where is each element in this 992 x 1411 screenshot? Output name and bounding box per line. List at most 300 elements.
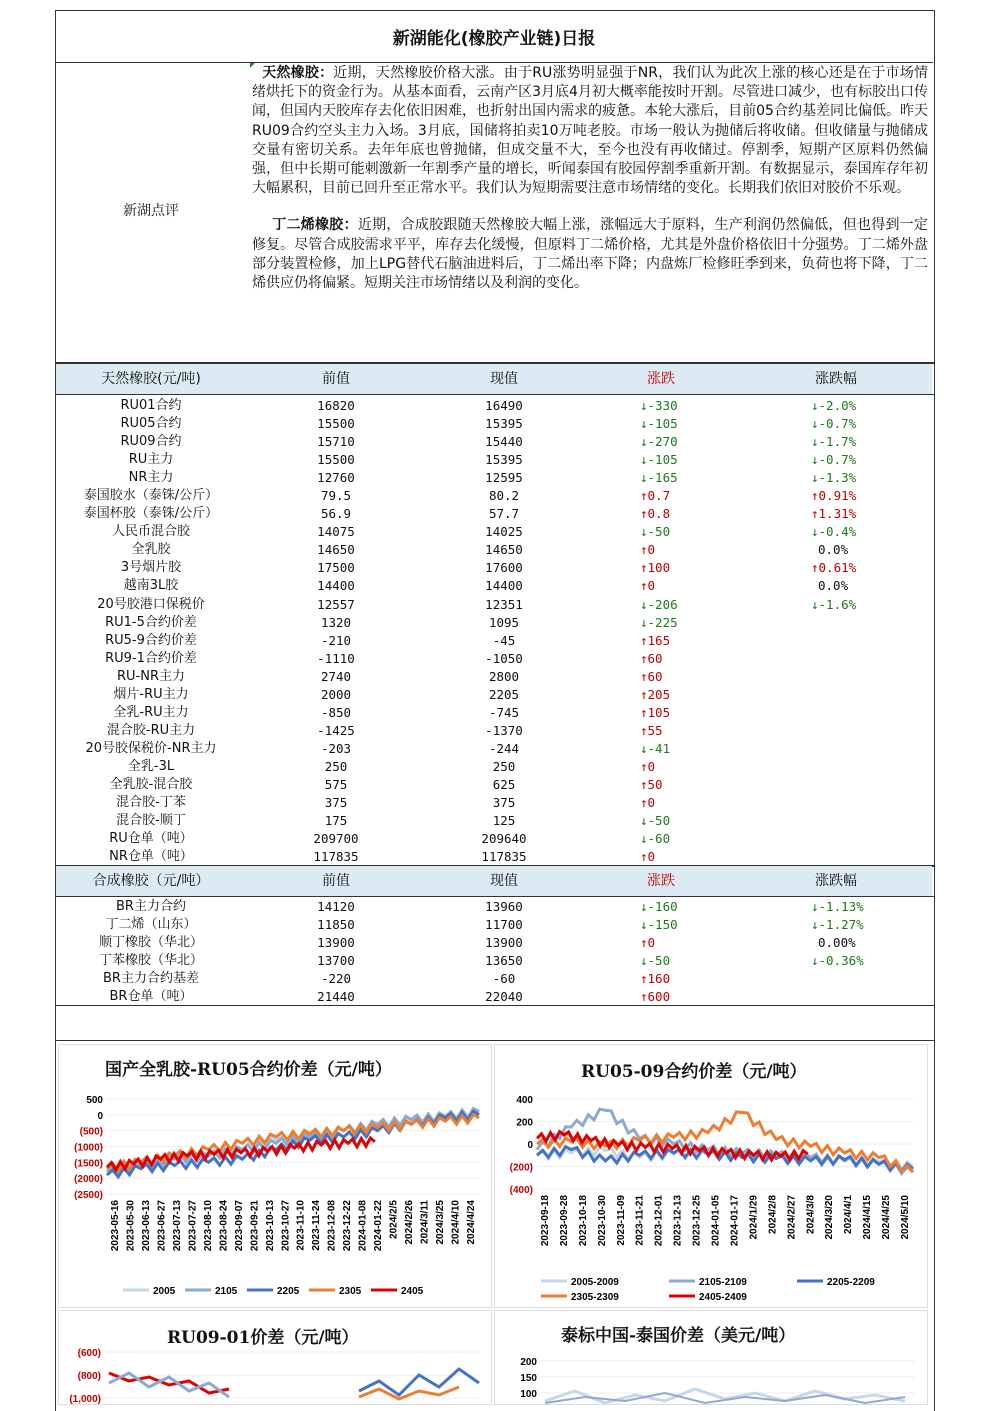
- y-tick-label: (1,000): [69, 1394, 101, 1404]
- x-tick-label: 2023-09-18: [540, 1195, 551, 1247]
- row-prev: -1425: [317, 722, 355, 738]
- x-tick-label: 2023-12-25: [691, 1195, 703, 1247]
- row-name: 20号胶保税价-NR主力: [85, 740, 217, 756]
- chart-2: [494, 1044, 928, 1308]
- row-cur: 15440: [485, 434, 523, 450]
- row-pct: [811, 433, 856, 451]
- row-prev: 15500: [317, 452, 355, 468]
- table-row: [56, 415, 932, 433]
- row-cur: 14400: [485, 578, 523, 594]
- row-name: 越南3L胶: [123, 578, 179, 594]
- table-row: [56, 650, 932, 668]
- row-prev: 209700: [313, 831, 359, 847]
- row-change: [640, 451, 678, 469]
- down-arrow-icon: ↓: [811, 470, 819, 486]
- x-tick-label: 2023-08-24: [218, 1200, 230, 1252]
- row-prev: -210: [320, 632, 352, 648]
- legend-label: 2105: [215, 1286, 238, 1297]
- up-arrow-icon: ↑: [811, 560, 819, 576]
- natural-header: [56, 364, 932, 394]
- legend-label: 2405: [401, 1286, 424, 1297]
- table-row: [56, 740, 932, 758]
- row-cur: 13960: [485, 899, 523, 914]
- down-arrow-icon: ↓: [640, 596, 648, 612]
- row-change-value: -41: [647, 740, 671, 756]
- row-change-value: 0: [647, 795, 656, 811]
- row-change-value: -160: [647, 899, 678, 914]
- row-prev: 14120: [317, 899, 355, 914]
- row-name: 丁苯橡胶（华北）: [98, 953, 203, 969]
- row-name: RU01合约: [120, 398, 182, 413]
- row-change: [640, 988, 670, 1006]
- down-arrow-icon: ↓: [811, 524, 819, 540]
- x-tick-label: 2023-10-13: [264, 1200, 276, 1252]
- legend-label: 2405-2409: [699, 1292, 747, 1303]
- up-arrow-icon: ↑: [640, 632, 648, 648]
- table-row: [56, 848, 932, 866]
- synthetic-header-prev: 前值: [322, 873, 350, 889]
- x-tick-label: 2023-05-30: [125, 1200, 137, 1252]
- down-arrow-icon: ↓: [640, 917, 648, 933]
- legend-label: 2105-2109: [699, 1277, 747, 1288]
- x-tick-label: 2023-09-28: [558, 1195, 570, 1247]
- table-row: [56, 704, 932, 722]
- row-name: BR仓单（吨）: [109, 989, 193, 1005]
- row-pct-value: -1.13%: [818, 899, 864, 914]
- row-prev: 13700: [317, 953, 355, 969]
- down-arrow-icon: ↓: [811, 953, 819, 969]
- row-pct: [811, 952, 864, 970]
- x-tick-label: 2024/4/24: [466, 1200, 477, 1245]
- table-row: [56, 523, 932, 541]
- synthetic-table: [56, 898, 932, 1006]
- series-line: [359, 1387, 459, 1399]
- natural-header-pct: 涨跌幅: [815, 371, 857, 387]
- x-tick-label: 2024/4/10: [450, 1200, 462, 1245]
- row-cur: 209640: [481, 831, 527, 847]
- row-pct: [818, 934, 856, 952]
- natural-table: [56, 397, 932, 866]
- x-tick-label: 2023-06-13: [140, 1200, 152, 1252]
- row-change-value: -225: [647, 614, 678, 630]
- natural-header-cur: 现值: [490, 371, 518, 387]
- down-arrow-icon: ↓: [640, 831, 648, 847]
- up-arrow-icon: ↑: [640, 506, 648, 522]
- row-change: [640, 970, 670, 988]
- x-tick-label: 2024-01-05: [710, 1195, 722, 1247]
- up-arrow-icon: ↑: [640, 578, 648, 594]
- row-cur: -745: [488, 704, 520, 720]
- down-arrow-icon: ↓: [640, 416, 648, 432]
- row-change-value: -60: [647, 831, 671, 847]
- row-cur: 14650: [485, 542, 523, 558]
- up-arrow-icon: ↑: [640, 758, 648, 774]
- row-change: [640, 776, 663, 794]
- table-row: [56, 988, 932, 1006]
- row-change-value: 0: [647, 542, 656, 558]
- row-name: 混合胶-RU主力: [106, 722, 196, 738]
- row-name: 混合胶-顺丁: [116, 813, 186, 829]
- row-name: 泰国胶水（泰铢/公斤）: [83, 488, 219, 504]
- x-tick-label: 2024/2/27: [786, 1195, 798, 1240]
- up-arrow-icon: ↑: [640, 935, 648, 951]
- x-tick-label: 2024/5/10: [900, 1195, 911, 1240]
- down-arrow-icon: ↓: [811, 434, 819, 450]
- row-change: [640, 830, 670, 848]
- row-name: RU9-1合约价差: [105, 650, 197, 666]
- x-tick-label: 2024/3/11: [419, 1200, 431, 1244]
- divider: [55, 1005, 935, 1006]
- row-change: [640, 469, 678, 487]
- row-name: RU主力: [128, 452, 174, 468]
- x-tick-label: 2024/4/15: [862, 1195, 874, 1240]
- row-cur: 125: [492, 813, 516, 829]
- row-cur: 375: [492, 795, 516, 811]
- up-arrow-icon: ↑: [640, 488, 648, 504]
- legend-label: 2305: [339, 1286, 362, 1297]
- row-change-value: 105: [647, 704, 671, 720]
- chart-4: [494, 1310, 928, 1405]
- row-cur: 15395: [485, 452, 523, 468]
- up-arrow-icon: ↑: [640, 668, 648, 684]
- up-arrow-icon: ↑: [640, 971, 648, 987]
- row-pct: [811, 415, 856, 433]
- row-change-value: 600: [647, 989, 671, 1005]
- x-tick-label: 2023-10-18: [577, 1195, 589, 1247]
- table-row: [56, 487, 932, 505]
- row-pct: [818, 577, 848, 595]
- row-change-value: 165: [647, 632, 671, 648]
- up-arrow-icon: ↑: [640, 686, 648, 702]
- row-change: [640, 397, 678, 415]
- row-pct: [811, 596, 856, 614]
- row-change: [640, 812, 670, 830]
- row-name: NR仓单（吨）: [109, 849, 193, 865]
- x-tick-label: 2023-12-08: [326, 1200, 338, 1252]
- up-arrow-icon: ↑: [640, 795, 648, 811]
- row-cur: -60: [492, 971, 516, 987]
- table-row: [56, 596, 932, 614]
- table-row: [56, 433, 932, 451]
- row-prev: -850: [320, 704, 352, 720]
- row-pct-value: -0.36%: [818, 953, 864, 969]
- row-pct: [811, 469, 856, 487]
- row-pct-value: -0.7%: [818, 416, 857, 432]
- y-tick-label: 500: [86, 1095, 103, 1106]
- row-change-value: -105: [647, 416, 678, 432]
- down-arrow-icon: ↓: [640, 740, 648, 756]
- comment-label: 新湖点评: [123, 203, 179, 219]
- row-prev: 15710: [317, 434, 355, 450]
- row-cur: 22040: [485, 989, 523, 1005]
- up-arrow-icon: ↑: [640, 542, 648, 558]
- row-change-value: -50: [647, 524, 671, 540]
- legend-label: 2305-2309: [571, 1292, 619, 1303]
- row-pct: [811, 898, 864, 916]
- row-prev: 79.5: [320, 488, 352, 504]
- row-name: 泰国杯胶（泰铢/公斤）: [83, 506, 219, 522]
- natural-header-prev: 前值: [322, 371, 350, 387]
- row-pct-value: -0.7%: [818, 452, 857, 468]
- up-arrow-icon: ↑: [640, 560, 648, 576]
- row-pct: [811, 487, 856, 505]
- row-change: [640, 415, 678, 433]
- y-tick-label: 150: [520, 1373, 537, 1384]
- x-tick-label: 2023-11-21: [634, 1195, 646, 1246]
- row-cur: 1095: [488, 614, 520, 630]
- natural-header-name: 天然橡胶(元/吨): [101, 371, 201, 387]
- row-name: 3号烟片胶: [120, 560, 182, 576]
- nr-comment: [252, 64, 928, 198]
- row-pct-value: 1.31%: [818, 506, 857, 522]
- down-arrow-icon: ↓: [640, 953, 648, 969]
- row-change-value: 0: [647, 935, 656, 951]
- chart-4-title: 泰标中国-泰国价差（美元/吨）: [561, 1326, 796, 1346]
- row-pct: [811, 451, 856, 469]
- x-tick-label: 2023-09-07: [233, 1200, 245, 1252]
- row-name: 丁二烯（山东）: [105, 917, 197, 933]
- up-arrow-icon: ↑: [640, 989, 648, 1005]
- x-tick-label: 2023-08-10: [202, 1200, 214, 1252]
- row-change: [640, 848, 655, 866]
- row-change: [640, 596, 678, 614]
- row-name: 混合胶-丁苯: [116, 795, 186, 811]
- row-pct-value: -2.0%: [818, 398, 857, 413]
- row-change: [640, 505, 670, 523]
- down-arrow-icon: ↓: [640, 470, 648, 486]
- table-row: [56, 830, 932, 848]
- row-prev: 14650: [317, 542, 355, 558]
- row-change: [640, 794, 655, 812]
- row-change-value: 160: [647, 971, 671, 987]
- divider: [55, 394, 935, 395]
- row-change: [640, 722, 663, 740]
- row-cur: 13650: [485, 953, 523, 969]
- row-cur: 17600: [485, 560, 523, 576]
- row-pct: [811, 916, 864, 934]
- row-change: [640, 952, 670, 970]
- row-change-value: 0: [647, 578, 656, 594]
- table-row: [56, 577, 932, 595]
- x-tick-label: 2024/1/29: [748, 1195, 760, 1240]
- table-row: [56, 898, 932, 916]
- down-arrow-icon: ↓: [640, 813, 648, 829]
- row-pct-value: -1.3%: [818, 470, 857, 486]
- row-change: [640, 916, 678, 934]
- table-row: [56, 916, 932, 934]
- chart-4-svg: [495, 1311, 927, 1404]
- table-row: [56, 614, 932, 632]
- x-tick-label: 2023-09-21: [249, 1200, 261, 1252]
- row-prev: 250: [324, 758, 348, 774]
- chart-1-title: 国产全乳胶-RU05合约价差（元/吨）: [105, 1060, 392, 1080]
- row-cur: -45: [492, 632, 516, 648]
- row-name: BR主力合约基差: [103, 971, 199, 987]
- row-change: [640, 740, 670, 758]
- x-tick-label: 2023-11-09: [615, 1195, 627, 1246]
- table-row: [56, 668, 932, 686]
- row-change: [640, 934, 655, 952]
- row-cur: 625: [492, 776, 516, 792]
- row-change: [640, 758, 655, 776]
- up-arrow-icon: ↑: [640, 776, 648, 792]
- x-tick-label: 2023-07-13: [171, 1200, 183, 1252]
- table-row: [56, 758, 932, 776]
- x-tick-label: 2023-06-27: [156, 1200, 168, 1252]
- x-tick-label: 2024-01-08: [357, 1200, 369, 1252]
- br-comment: [252, 216, 928, 293]
- row-pct-value: 0.61%: [818, 560, 857, 576]
- x-tick-label: 2024/4/1: [843, 1195, 855, 1234]
- row-name: 全乳胶: [131, 542, 171, 558]
- x-tick-label: 2024-01-17: [729, 1195, 741, 1247]
- row-change-value: 60: [647, 668, 663, 684]
- row-prev: 2740: [320, 668, 352, 684]
- y-tick-label: (400): [509, 1185, 533, 1196]
- row-pct-value: -1.6%: [818, 596, 857, 612]
- row-prev: 13900: [317, 935, 355, 951]
- row-change-value: -206: [647, 596, 678, 612]
- table-row: [56, 397, 932, 415]
- nr-text: 近期，天然橡胶价格大涨。由于RU涨势明显强于NR，我们认为此次上涨的核心还是在于市场情绪烘托下的资金行为。从基本面看，云南产区3月底4月初大概率能按时开割。尽管进口减少，也有标胶出口传闻，但国内天胶库存去化依旧困难，也折射出国内需求的疲惫。本轮大涨后，目前05合约基差同比偏低。昨天RU09合约空头主力入场。3月底，国储将拍卖10万吨老胶。市场一般认为抛储后将收储。但收储量与抛储成交量有密切关系。去年年底也曾抛储，但成交量不大，至今也没有再收储过。停割季，短期产区原料仍然偏强，但中长期可能刺激新一年割季产量的增长，听闻泰国有胶园停割季重新开割。有数据显示，泰国库存年初大幅累积，目前已回升至正常水平。我们认为短期需要注意市场情绪的变化。长期我们依旧对胶价不乐观。: [252, 65, 928, 197]
- row-name: RU-NR主力: [117, 668, 185, 684]
- row-pct-value: -1.7%: [818, 434, 857, 450]
- row-change-value: 0: [647, 849, 656, 865]
- y-tick-label: (2500): [74, 1190, 103, 1201]
- table-row: [56, 686, 932, 704]
- y-tick-label: 400: [516, 1095, 533, 1106]
- row-prev: 12760: [317, 470, 355, 486]
- row-cur: -244: [488, 740, 520, 756]
- y-tick-label: (1500): [74, 1158, 103, 1170]
- y-tick-label: (2000): [74, 1174, 103, 1186]
- up-arrow-icon: ↑: [811, 488, 819, 504]
- row-change: [640, 577, 655, 595]
- down-arrow-icon: ↓: [640, 434, 648, 450]
- row-change: [640, 686, 670, 704]
- synthetic-header-pct: 涨跌幅: [815, 873, 857, 889]
- row-change-value: -165: [647, 470, 678, 486]
- chart-2-svg: [495, 1045, 927, 1307]
- chart-1: [58, 1044, 492, 1308]
- up-arrow-icon: ↑: [640, 849, 648, 865]
- row-prev: 17500: [317, 560, 355, 576]
- row-name: RU1-5合约价差: [105, 614, 197, 630]
- row-cur: 57.7: [488, 506, 520, 522]
- row-change-value: 60: [647, 650, 663, 666]
- row-change: [640, 668, 663, 686]
- x-tick-label: 2023-12-22: [342, 1200, 354, 1252]
- down-arrow-icon: ↓: [640, 398, 648, 413]
- x-tick-label: 2023-05-16: [110, 1200, 121, 1252]
- table-row: [56, 812, 932, 830]
- row-change: [640, 650, 663, 668]
- down-arrow-icon: ↓: [811, 452, 819, 468]
- row-cur: 80.2: [488, 488, 520, 504]
- x-tick-label: 2024/2/5: [388, 1200, 400, 1239]
- row-prev: 375: [324, 795, 348, 811]
- nr-heading: 天然橡胶：: [262, 65, 334, 81]
- y-tick-label: 100: [520, 1389, 537, 1400]
- y-tick-label: (800): [77, 1371, 101, 1382]
- chart-3-title: RU09-01价差（元/吨）: [167, 1328, 359, 1348]
- y-tick-label: 200: [516, 1117, 533, 1129]
- row-name: RU仓单（吨）: [109, 831, 193, 847]
- legend-label: 2205-2209: [827, 1277, 875, 1288]
- row-cur: 250: [492, 758, 516, 774]
- down-arrow-icon: ↓: [640, 524, 648, 540]
- row-change: [640, 898, 678, 916]
- down-arrow-icon: ↓: [811, 917, 819, 933]
- y-tick-label: (600): [77, 1348, 101, 1359]
- down-arrow-icon: ↓: [811, 416, 819, 432]
- row-change-value: -105: [647, 452, 678, 468]
- x-tick-label: 2024/4/25: [881, 1195, 893, 1240]
- row-name: NR主力: [128, 470, 174, 486]
- row-name: BR主力合约: [116, 899, 186, 914]
- row-name: 全乳-RU主力: [113, 704, 189, 720]
- row-prev: 21440: [317, 989, 355, 1005]
- x-tick-label: 2023-11-10: [295, 1200, 307, 1251]
- y-tick-label: (500): [79, 1126, 103, 1138]
- synthetic-header-cur: 现值: [490, 873, 518, 889]
- row-pct-value: 0.0%: [818, 578, 849, 594]
- natural-header-chg: 涨跌: [647, 371, 675, 387]
- row-change-value: 50: [647, 776, 663, 792]
- row-change: [640, 541, 655, 559]
- synthetic-header-name: 合成橡胶（元/吨）: [92, 873, 210, 889]
- y-tick-label: (1000): [74, 1142, 103, 1154]
- legend-label: 2005: [153, 1286, 176, 1297]
- table-row: [56, 469, 932, 487]
- row-cur: 14025: [485, 524, 523, 540]
- row-cur: 2205: [488, 686, 520, 702]
- row-prev: 175: [324, 813, 348, 829]
- x-tick-label: 2024/3/25: [435, 1200, 447, 1245]
- row-cur: 12351: [485, 596, 523, 612]
- row-name: 人民币混合胶: [111, 524, 190, 540]
- row-name: RU05合约: [120, 416, 182, 432]
- down-arrow-icon: ↓: [811, 398, 819, 413]
- row-cur: -1050: [485, 650, 523, 666]
- row-change: [640, 614, 678, 632]
- chart-3-svg: [59, 1311, 491, 1404]
- row-prev: 1320: [320, 614, 352, 630]
- y-tick-label: 200: [520, 1357, 537, 1368]
- br-text: 近期，合成胶跟随天然橡胶大幅上涨，涨幅远大于原料，生产利润仍然偏低，但也得到一定修复。尽管合成胶需求平平，库存去化缓慢，但原料丁二烯价格，尤其是外盘价格依旧十分强势。丁二烯外盘部分装置检修，加上LPG替代石脑油进料后，丁二烯出率下降；内盘炼厂检修旺季到来，负荷也将下降，丁二烯供应仍将偏紧。短期关注市场情绪以及利润的变化。: [252, 217, 928, 292]
- table-row: [56, 794, 932, 812]
- row-prev: 14075: [317, 524, 355, 540]
- row-change: [640, 632, 670, 650]
- table-row: [56, 632, 932, 650]
- row-cur: 13900: [485, 935, 523, 951]
- y-tick-label: (200): [509, 1162, 533, 1174]
- divider: [55, 896, 935, 897]
- x-tick-label: 2023-12-01: [653, 1195, 665, 1247]
- legend-label: 2005-2009: [571, 1277, 619, 1288]
- br-heading: 丁二烯橡胶：: [272, 217, 358, 234]
- row-pct-value: 0.0%: [818, 542, 849, 558]
- y-tick-label: 0: [97, 1110, 103, 1122]
- table-row: [56, 934, 932, 952]
- table-row: [56, 776, 932, 794]
- table-row: [56, 505, 932, 523]
- row-name: RU09合约: [120, 434, 182, 450]
- row-prev: 2000: [320, 686, 352, 702]
- row-cur: 15395: [485, 416, 523, 432]
- row-change-value: 0.7: [647, 488, 671, 504]
- chart-1-svg: [59, 1045, 491, 1307]
